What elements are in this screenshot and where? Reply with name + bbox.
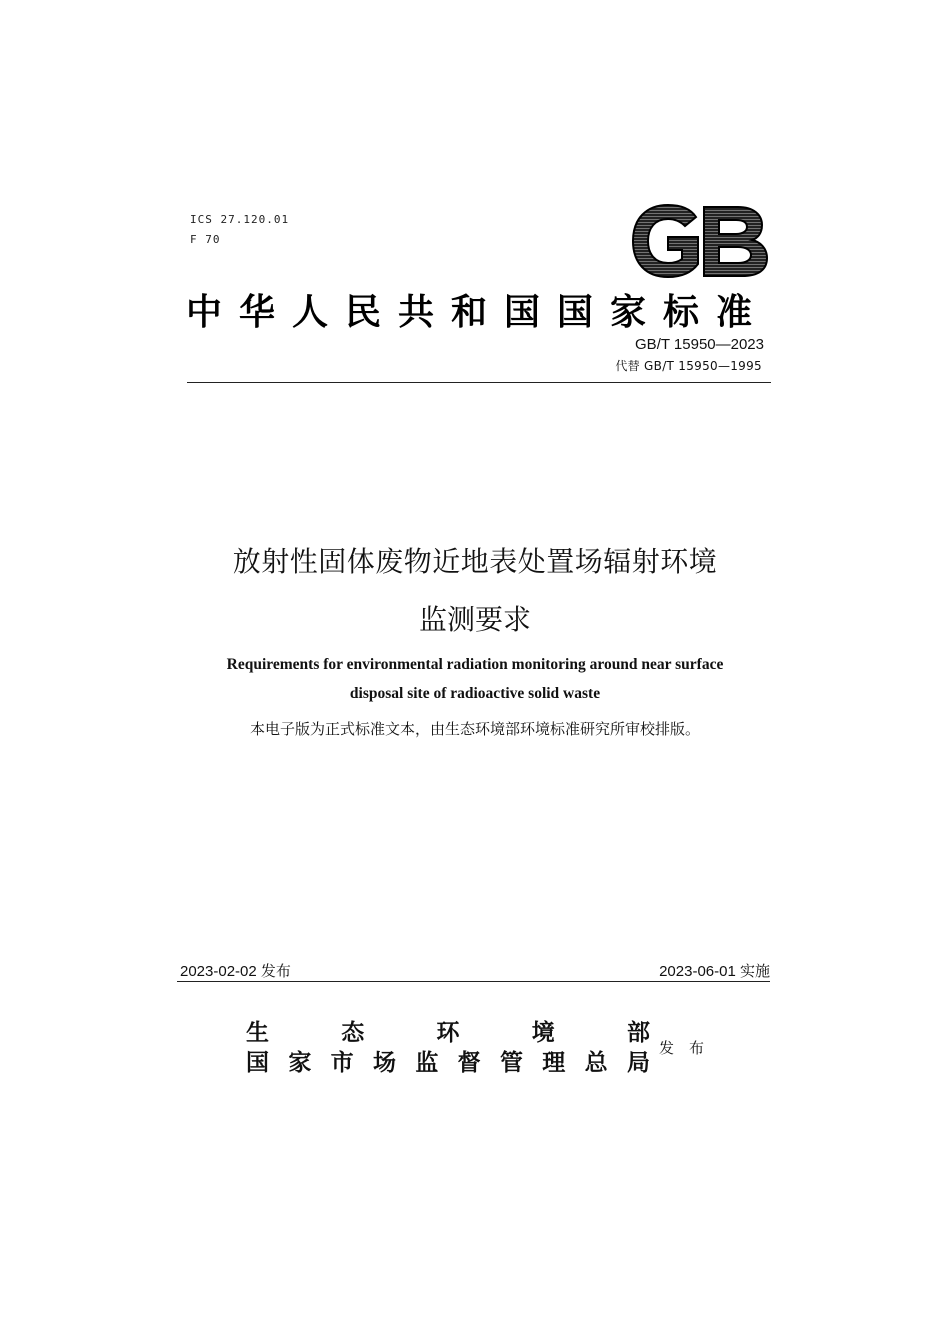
national-standard-heading: 中华人民共和国国家标准 xyxy=(186,291,770,333)
publisher-char: 国 xyxy=(246,1049,269,1076)
publisher-char: 监 xyxy=(415,1049,439,1076)
ccs-code: F 70 xyxy=(190,233,221,246)
publisher-char: 局 xyxy=(626,1049,650,1076)
publisher-char: 总 xyxy=(584,1049,608,1076)
replaces-standard: 代替 GB/T 15950—1995 xyxy=(615,359,762,373)
publisher-char: 部 xyxy=(627,1019,650,1046)
publisher-char: 场 xyxy=(372,1049,396,1076)
publisher-char: 生 xyxy=(246,1019,269,1046)
title-cn-line2: 监测要求 xyxy=(418,603,531,636)
publisher-char: 管 xyxy=(499,1049,523,1076)
publisher-ministry xyxy=(246,1014,650,1047)
title-en-line1: Requirements for environmental radiation monitoring around near surface xyxy=(226,656,724,673)
classification-codes xyxy=(190,210,289,250)
issued-label: 发布 xyxy=(659,1039,720,1057)
publisher-char: 理 xyxy=(542,1049,566,1076)
publisher-char: 境 xyxy=(531,1019,555,1046)
publisher-char: 环 xyxy=(436,1019,460,1046)
publisher-char: 家 xyxy=(288,1049,312,1076)
footer-divider xyxy=(177,981,770,982)
publisher-char: 态 xyxy=(341,1019,365,1046)
header-divider xyxy=(187,382,771,383)
publisher-char: 督 xyxy=(457,1049,481,1076)
issue-date: 2023-02-02 发布 xyxy=(180,963,291,980)
publisher-samr xyxy=(246,1044,650,1077)
edition-note: 本电子版为正式标准文本，由生态环境部环境标准研究所审校排版。 xyxy=(249,720,700,738)
gb-logo xyxy=(630,203,770,279)
standard-number: GB/T 15950—2023 xyxy=(635,336,764,353)
ics-code: ICS 27.120.01 xyxy=(190,213,290,226)
gb-logo-text: GB xyxy=(630,203,632,204)
title-en-line2: disposal site of radioactive solid waste xyxy=(349,685,601,702)
title-cn-line1: 放射性固体废物近地表处置场辐射环境 xyxy=(232,545,718,578)
implementation-date: 2023-06-01 实施 xyxy=(659,963,770,980)
publisher-char: 市 xyxy=(330,1049,354,1076)
